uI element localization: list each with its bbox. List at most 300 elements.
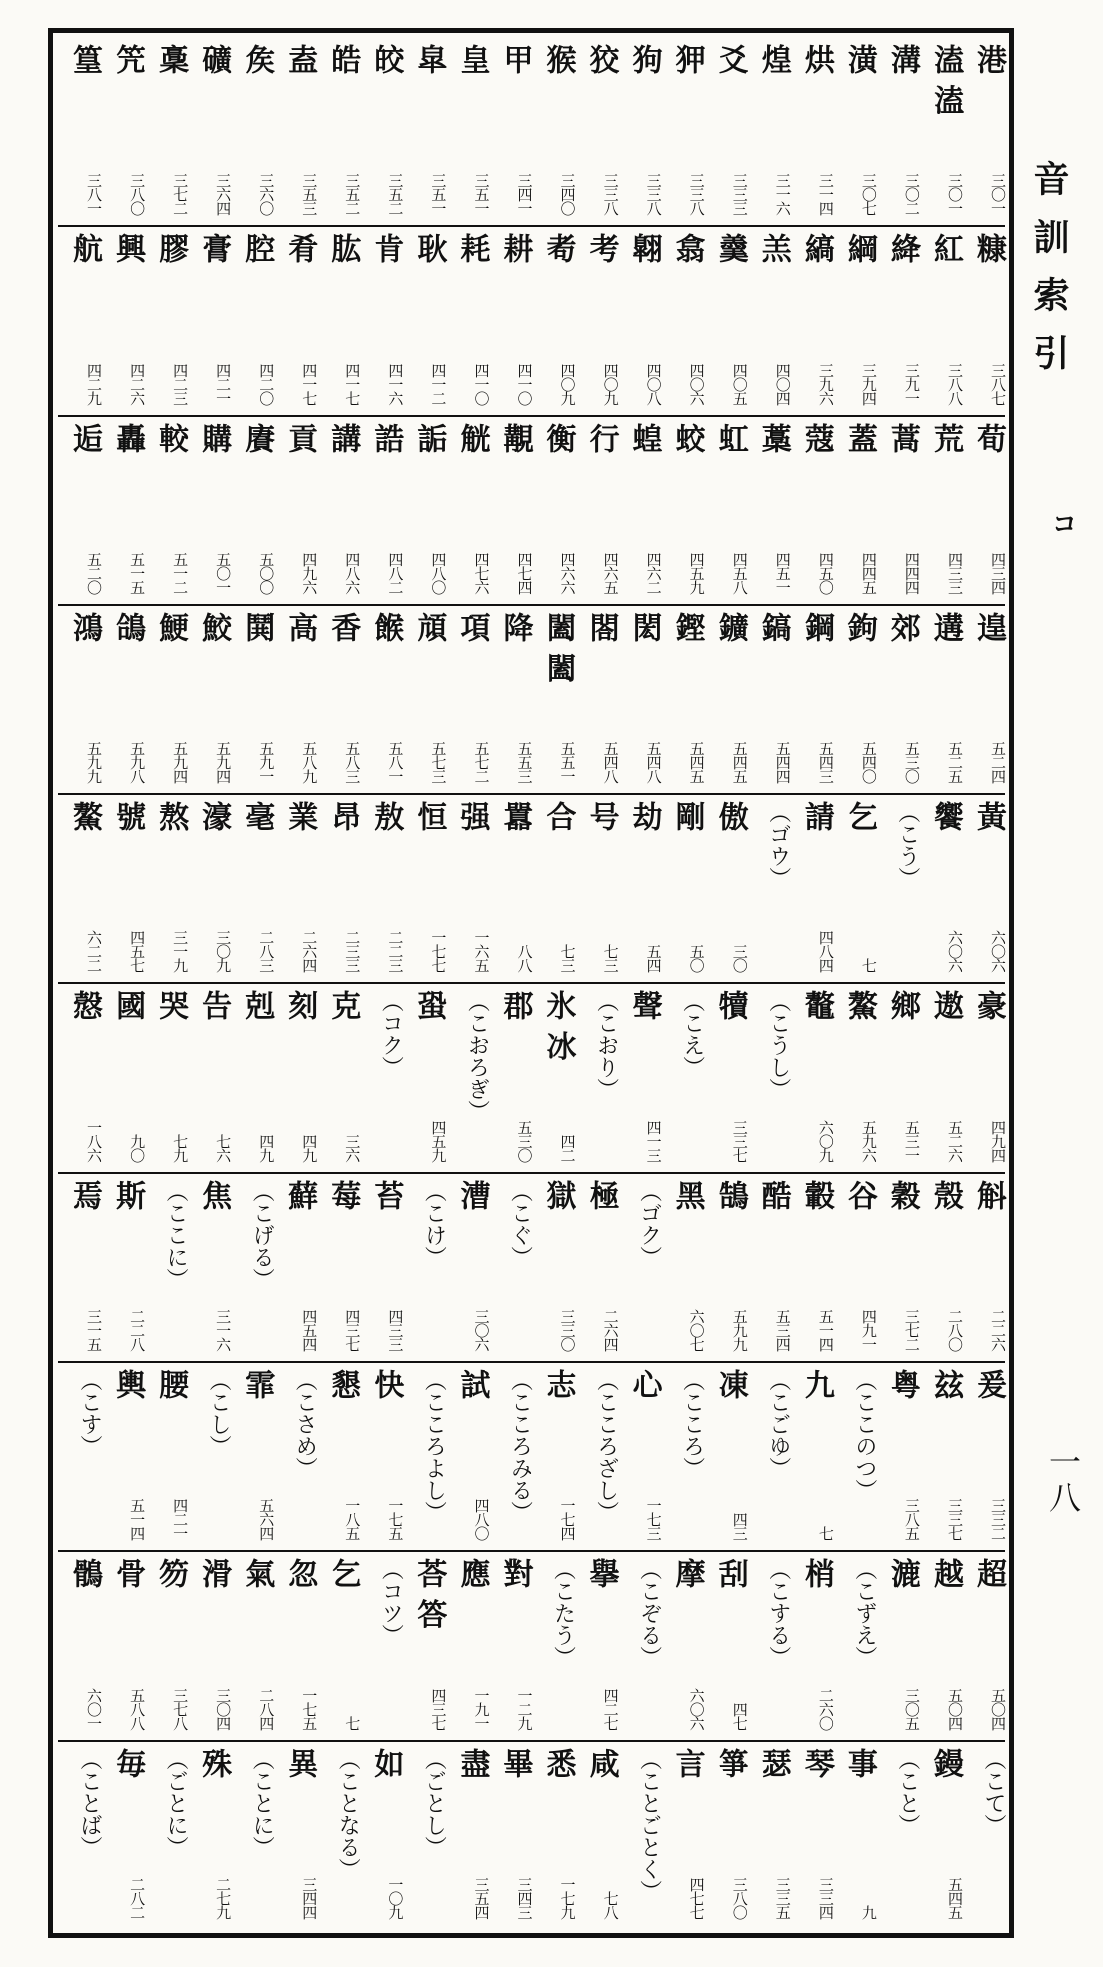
index-entry (359, 1174, 405, 1361)
index-entry (230, 795, 276, 982)
entry-page-number: 五〇四 (945, 1687, 964, 1730)
entry-page-number: 四二三 (171, 362, 190, 405)
index-entry (273, 795, 319, 982)
entry-character: 覯 (497, 422, 533, 453)
index-entry (962, 1552, 1005, 1739)
index-entry (187, 795, 233, 982)
index-entry (445, 417, 491, 604)
entry-character: 粤 (884, 1369, 920, 1400)
index-entry (575, 1552, 618, 1739)
index-entry (747, 38, 790, 225)
entry-page-number: 四八〇 (429, 551, 448, 594)
entry-page-number: 四〇九 (558, 362, 577, 405)
entry-character: 賡 (239, 422, 275, 453)
index-entry (445, 1363, 491, 1550)
entry-character: 國 (110, 990, 146, 1021)
entry-page-number: 一九一 (472, 1687, 491, 1730)
index-entry (144, 606, 190, 793)
entry-character: 逅 (67, 422, 103, 453)
index-entry (531, 795, 577, 982)
entry-page-number: 五四四 (773, 741, 792, 784)
entry-character: 克 (325, 990, 361, 1021)
entry-page-number: 四七 (730, 1701, 749, 1730)
entry-page-number: 四八二 (386, 551, 405, 594)
entry-page-number: 四七六 (472, 551, 491, 594)
index-entry (273, 984, 319, 1171)
entry-character: 凍 (712, 1369, 748, 1400)
entry-page-number: 五二〇 (85, 551, 104, 594)
entry-page-number: 一七四 (558, 1498, 577, 1541)
entry-character: 漕 (454, 1179, 490, 1210)
index-entry (833, 417, 876, 604)
entry-character: （ことごとく） (636, 1747, 662, 1902)
entry-character: （こえ） (679, 990, 705, 1079)
entry-character: 肯 (368, 233, 404, 264)
entry-page-number: 五四三 (816, 741, 835, 784)
index-entry (101, 417, 147, 604)
reading-heading (488, 1174, 531, 1361)
index-row (58, 1552, 1005, 1741)
index-entry (187, 1552, 233, 1739)
index-entry (790, 38, 833, 225)
index-entry (316, 795, 362, 982)
entry-page-number: 四二九 (85, 362, 104, 405)
entry-character: 快 (368, 1369, 404, 1400)
entry-character: 斯 (110, 1179, 146, 1210)
entry-page-number: 四三四 (989, 551, 1007, 594)
index-entry (144, 227, 190, 414)
entry-page-number: 一二九 (515, 1687, 534, 1730)
reading-heading (618, 1552, 661, 1739)
entry-character: 絳 (884, 233, 920, 264)
index-entry (58, 227, 104, 414)
index-entry (316, 606, 362, 793)
index-row (58, 1742, 1005, 1929)
entry-page-number: 五〇〇 (257, 551, 276, 594)
index-entry (876, 227, 919, 414)
index-entry (101, 606, 147, 793)
entry-character: 對 (497, 1558, 533, 1589)
entry-page-number: 七 (343, 1715, 362, 1730)
reading-heading (359, 1552, 402, 1739)
entry-character: 鎬 (755, 611, 791, 642)
index-entry (575, 38, 618, 225)
entry-character: 礦 (196, 44, 232, 74)
entry-character: 剋 (239, 990, 275, 1021)
entry-character: 畢 (497, 1747, 533, 1778)
index-entry (876, 1552, 919, 1739)
index-entry (618, 417, 661, 604)
entry-page-number: 四六二 (644, 551, 663, 594)
index-entry (144, 1363, 190, 1550)
entry-page-number: 五九八 (128, 741, 147, 784)
index-row (58, 795, 1005, 984)
entry-character: 犢 (712, 990, 748, 1021)
index-entry (488, 227, 534, 414)
reading-heading (58, 1742, 101, 1929)
entry-character: 膠 (153, 233, 189, 264)
index-entry (230, 417, 276, 604)
entry-page-number: 三〇五 (902, 1687, 921, 1730)
entry-character: （こさめ） (292, 1369, 318, 1480)
entry-page-number: 三六 (343, 1133, 362, 1162)
entry-character: 耿 (411, 233, 447, 264)
entry-character: 閤 (583, 611, 619, 642)
entry-character: 慤 (67, 990, 103, 1021)
index-row (58, 606, 1005, 795)
entry-page-number: 三一六 (214, 1309, 233, 1352)
entry-character: 烘 (798, 44, 834, 74)
index-entry (661, 606, 704, 793)
entry-character: 試 (454, 1369, 490, 1400)
index-entry (790, 417, 833, 604)
entry-page-number: 五九九 (730, 1309, 749, 1352)
index-entry (618, 38, 661, 225)
entry-character: 氷 冰 (540, 990, 576, 1061)
index-entry (101, 984, 147, 1171)
index-row (58, 1174, 1005, 1363)
reading-heading (402, 1363, 445, 1550)
reading-heading (359, 984, 402, 1171)
index-entry (833, 227, 876, 414)
entry-page-number: 四一七 (343, 362, 362, 405)
entry-page-number: 五五三 (515, 741, 534, 784)
entry-character: 漉 (884, 1558, 920, 1589)
entry-character: （コツ） (378, 1558, 404, 1647)
entry-page-number: 四八六 (343, 551, 362, 594)
entry-page-number: 三一五 (85, 1309, 104, 1352)
index-entry (402, 984, 448, 1171)
entry-character: 氣 (239, 1558, 275, 1589)
index-entry (704, 1363, 747, 1550)
entry-character: 購 (196, 422, 232, 453)
index-entry (273, 1742, 319, 1929)
entry-character: 膏 (196, 233, 232, 264)
reading-heading (316, 1742, 359, 1929)
entry-character: （こし） (206, 1369, 232, 1458)
entry-character: 蘚 (282, 1179, 318, 1210)
entry-page-number: 五四〇 (859, 741, 878, 784)
index-entry (876, 1174, 919, 1361)
entry-character: 梢 (798, 1558, 834, 1589)
entry-character: （こころ） (679, 1369, 705, 1480)
entry-character: 恒 (411, 801, 447, 832)
index-entry (187, 38, 233, 225)
entry-character: （こころみる） (507, 1369, 533, 1524)
index-entry (876, 417, 919, 604)
entry-page-number: 五三四 (773, 1309, 792, 1352)
entry-page-number: 一〇九 (386, 1876, 405, 1919)
entry-page-number: 四二 (558, 1133, 577, 1162)
index-entry (187, 227, 233, 414)
reading-heading (273, 1363, 316, 1550)
entry-page-number: 六〇一 (85, 1687, 104, 1730)
entry-character: 紅 (927, 233, 963, 264)
entry-character: 滑 (196, 1558, 232, 1589)
entry-character: 荅 答 (411, 1558, 447, 1629)
entry-page-number: 六〇六 (989, 930, 1007, 973)
index-entry (704, 1174, 747, 1361)
entry-character: 溝 (884, 44, 920, 74)
entry-page-number: 四四五 (859, 551, 878, 594)
entry-page-number: 五四八 (601, 741, 620, 784)
index-entry (919, 984, 962, 1171)
entry-page-number: 三八〇 (730, 1876, 749, 1919)
entry-character: 莓 (325, 1179, 361, 1210)
index-entry (919, 606, 962, 793)
index-entry (833, 38, 876, 225)
entry-character: （こする） (765, 1558, 791, 1669)
index-entry (704, 227, 747, 414)
reading-heading (661, 984, 704, 1171)
index-entry (919, 417, 962, 604)
reading-heading (230, 1174, 273, 1361)
entry-character: 事 (841, 1747, 877, 1778)
entry-page-number: 四〇五 (730, 362, 749, 405)
entry-character: 羹 (712, 233, 748, 264)
index-entry (531, 606, 577, 793)
reading-heading (575, 984, 618, 1171)
entry-page-number: 三四三 (515, 1876, 534, 1919)
index-entry (661, 417, 704, 604)
index-entry (531, 417, 577, 604)
entry-character: 敖 (368, 801, 404, 832)
index-entry (575, 606, 618, 793)
entry-page-number: 八八 (515, 944, 534, 973)
entry-character: 肴 (282, 233, 318, 264)
entry-page-number: 三八七 (989, 362, 1007, 405)
entry-character: 昂 (325, 801, 361, 832)
index-entry (618, 227, 661, 414)
entry-page-number: 四一三 (644, 1119, 663, 1162)
entry-character: （ごとに） (163, 1747, 189, 1858)
entry-page-number: 五三〇 (515, 1119, 534, 1162)
reading-heading (833, 1552, 876, 1739)
entry-page-number: 三四一 (515, 173, 534, 216)
entry-character: 煌 (755, 44, 791, 74)
entry-page-number: 四一〇 (472, 362, 491, 405)
entry-page-number: 九 (859, 1904, 878, 1919)
entry-page-number: 四〇九 (601, 362, 620, 405)
entry-character: 琴 (798, 1747, 834, 1778)
entry-character: 箏 (712, 1747, 748, 1778)
entry-page-number: 三三二 (989, 1498, 1007, 1541)
entry-character: 篁 (67, 44, 103, 74)
entry-page-number: 一七五 (300, 1687, 319, 1730)
entry-page-number: 一八五 (343, 1498, 362, 1541)
index-entry (488, 1552, 534, 1739)
entry-page-number: 三三三 (730, 173, 749, 216)
entry-character: 鴻 (67, 611, 103, 642)
entry-page-number: 四一六 (386, 362, 405, 405)
index-entry (316, 417, 362, 604)
index-row (58, 38, 1005, 227)
entry-character: 腔 (239, 233, 275, 264)
index-entry (618, 984, 661, 1171)
index-entry (58, 795, 104, 982)
index-entry (58, 38, 104, 225)
reading-heading (618, 1742, 661, 1929)
entry-page-number: 五六四 (257, 1498, 276, 1541)
entry-page-number: 五七三 (429, 741, 448, 784)
entry-character: 餱 (368, 611, 404, 642)
index-entry (359, 1742, 405, 1929)
index-entry (876, 38, 919, 225)
entry-page-number: 四五九 (429, 1119, 448, 1162)
entry-character: 黃 (971, 801, 1006, 832)
entry-character: 閎 (626, 611, 662, 642)
entry-page-number: 三六四 (214, 173, 233, 216)
entry-character: 霏 (239, 1369, 275, 1400)
entry-page-number: 三五三 (300, 173, 319, 216)
entry-character: 笏 (153, 1558, 189, 1589)
entry-page-number: 五四五 (945, 1876, 964, 1919)
index-entry (273, 227, 319, 414)
index-entry (704, 606, 747, 793)
entry-character: 黑 (669, 1179, 705, 1210)
index-entry (575, 795, 618, 982)
entry-page-number: 四五〇 (816, 551, 835, 594)
entry-page-number: 三三七 (730, 1119, 749, 1162)
entry-page-number: 五三〇 (902, 741, 921, 784)
entry-page-number: 五〇 (687, 944, 706, 973)
entry-character: 糠 (971, 233, 1006, 264)
index-entry (661, 1552, 704, 1739)
index-entry (704, 1552, 747, 1739)
index-entry (833, 984, 876, 1171)
entry-page-number: 三〇一 (945, 173, 964, 216)
index-entry (402, 1552, 448, 1739)
index-entry (101, 1174, 147, 1361)
entry-page-number: 二八三 (257, 930, 276, 973)
reading-heading (187, 1363, 230, 1550)
index-entry (144, 38, 190, 225)
reading-heading (747, 1363, 790, 1550)
index-entry (575, 1742, 618, 1929)
index-entry (187, 984, 233, 1171)
entry-character: 狡 (583, 44, 619, 74)
entry-character: 轂 (798, 1179, 834, 1210)
entry-page-number: 三九四 (859, 362, 878, 405)
entry-character: （こごゆ） (765, 1369, 791, 1480)
entry-page-number: 二二三 (386, 930, 405, 973)
entry-character: 殼 (927, 1179, 963, 1210)
entry-character: 猴 (540, 44, 576, 74)
entry-character: 强 (454, 801, 490, 832)
index-entry (919, 1363, 962, 1550)
reading-heading (402, 1174, 445, 1361)
entry-character: 蒿 (884, 422, 920, 453)
index-entry (661, 1742, 704, 1929)
entry-character: 應 (454, 1558, 490, 1589)
index-entry (488, 795, 534, 982)
entry-page-number: 四五八 (730, 551, 749, 594)
index-entry (273, 606, 319, 793)
entry-page-number: 三七二 (902, 1309, 921, 1352)
index-entry (101, 1552, 147, 1739)
entry-page-number: 二二八 (128, 1309, 147, 1352)
index-entry (359, 795, 405, 982)
entry-character: 志 (540, 1369, 576, 1400)
index-entry (962, 606, 1005, 793)
entry-character: 玆 (927, 1369, 963, 1400)
entry-page-number: 五八一 (386, 741, 405, 784)
entry-character: 甲 (497, 44, 533, 74)
entry-character: 囂 (497, 801, 533, 832)
entry-page-number: 四二一 (171, 1498, 190, 1541)
entry-character: 鏝 (927, 1747, 963, 1778)
index-entry (316, 1552, 362, 1739)
entry-character: 潢 (841, 44, 877, 74)
entry-page-number: 三三八 (644, 173, 663, 216)
index-entry (359, 606, 405, 793)
entry-character: 羔 (755, 233, 791, 264)
entry-page-number: 三五二 (386, 173, 405, 216)
index-entry (790, 227, 833, 414)
reading-heading (144, 1174, 187, 1361)
entry-page-number: 三四〇 (558, 173, 577, 216)
reading-heading (876, 795, 919, 982)
entry-character: 熬 (153, 801, 189, 832)
entry-character: 蓋 (841, 422, 877, 453)
entry-character: 虹 (712, 422, 748, 453)
entry-character: 豪 (971, 990, 1006, 1021)
entry-character: 貢 (282, 422, 318, 453)
entry-page-number: 二八四 (257, 1687, 276, 1730)
index-entry (316, 984, 362, 1171)
entry-page-number: 三〇九 (214, 930, 233, 973)
index-entry (833, 606, 876, 793)
entry-page-number: 三一四 (816, 173, 835, 216)
reading-heading (230, 1742, 273, 1929)
index-entry (747, 417, 790, 604)
entry-page-number: 四二一 (214, 362, 233, 405)
entry-page-number: 六〇六 (945, 930, 964, 973)
entry-character: 忽 (282, 1558, 318, 1589)
index-entry (316, 227, 362, 414)
index-entry (790, 1363, 833, 1550)
index-entry (359, 417, 405, 604)
entry-character: 斛 (971, 1179, 1006, 1210)
entry-character: 鴿 (110, 611, 146, 642)
entry-character: 異 (282, 1747, 318, 1778)
entry-character: 合 (540, 801, 576, 832)
entry-page-number: 一六五 (472, 930, 491, 973)
index-entry (531, 1174, 577, 1361)
index-entry (101, 38, 147, 225)
entry-character: 告 (196, 990, 232, 1021)
reading-heading (876, 1742, 919, 1929)
entry-character: （こぐ） (507, 1179, 533, 1268)
entry-character: （こて） (981, 1747, 1006, 1836)
entry-character: 鯁 (153, 611, 189, 642)
reading-heading (833, 1363, 876, 1550)
entry-character: 蛟 (669, 422, 705, 453)
index-entry (445, 606, 491, 793)
entry-character: 興 (110, 233, 146, 264)
index-entry (144, 1552, 190, 1739)
entry-character: 高 (282, 611, 318, 642)
entry-character: 誥 (368, 422, 404, 453)
entry-character: 講 (325, 422, 361, 453)
entry-page-number: 二八〇 (945, 1309, 964, 1352)
entry-page-number: 三三八 (687, 173, 706, 216)
entry-character: （コク） (378, 990, 404, 1079)
entry-character: 盍 (282, 44, 318, 74)
index-entry (962, 38, 1005, 225)
entry-character: （ことなる） (335, 1747, 361, 1880)
entry-page-number: 二七九 (214, 1876, 233, 1919)
